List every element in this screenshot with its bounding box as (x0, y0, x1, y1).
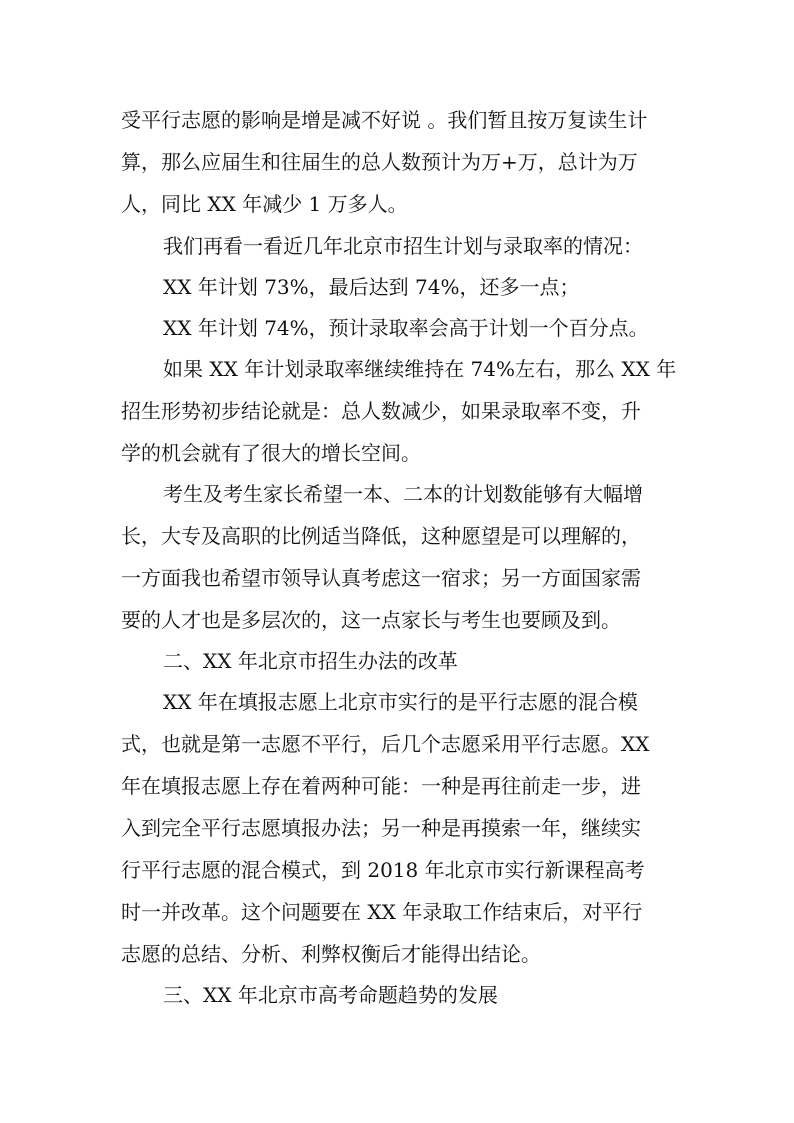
text-line: 学的机会就有了很大的增长空间。 (121, 441, 421, 465)
text-line: 要的人才也是多层次的，这一点家长与考生也要顾及到。 (121, 608, 621, 632)
text-line: 算，那么应届生和往届生的总人数预计为万+万，总计为万 (121, 150, 638, 174)
text-line: 招生形势初步结论就是：总人数减少，如果录取率不变，升 (121, 399, 641, 423)
text-line: 式，也就是第一志愿不平行，后几个志愿采用平行志愿。XX (121, 732, 650, 756)
text-line: 受平行志愿的影响是增是减不好说 。我们暂且按万复读生计 (121, 108, 648, 132)
text-line: 长，大专及高职的比例适当降低，这种愿望是可以理解的， (121, 524, 641, 548)
text-line: XX 年计划 74%，预计录取率会高于计划一个百分点。 (163, 316, 649, 340)
text-line: XX 年在填报志愿上北京市实行的是平行志愿的混合模 (163, 690, 638, 714)
section-heading: 三、XX 年北京市高考命题趋势的发展 (163, 983, 498, 1007)
text-line: 我们再看一看近几年北京市招生计划与录取率的情况： (163, 234, 643, 258)
text-line: 志愿的总结、分析、利弊权衡后才能得出结论。 (121, 942, 541, 966)
text-line: 如果 XX 年计划录取率继续维持在 74%左右，那么 XX 年 (163, 357, 677, 381)
text-line: 人，同比 XX 年减少 1 万多人。 (121, 192, 408, 216)
text-line: 年在填报志愿上存在着两种可能：一种是再往前走一步，进 (121, 774, 641, 798)
text-line: 时一并改革。这个问题要在 XX 年录取工作结束后，对平行 (121, 900, 643, 924)
text-line: XX 年计划 73%，最后达到 74%，还多一点； (163, 275, 580, 299)
section-heading: 二、XX 年北京市招生办法的改革 (163, 649, 458, 673)
text-line: 入到完全平行志愿填报办法；另一种是再摸索一年，继续实 (121, 816, 641, 840)
text-line: 行平行志愿的混合模式，到 2018 年北京市实行新课程高考 (121, 858, 645, 882)
text-line: 一方面我也希望市领导认真考虑这一宿求；另一方面国家需 (121, 566, 641, 590)
text-line: 考生及考生家长希望一本、二本的计划数能够有大幅增 (163, 482, 643, 506)
